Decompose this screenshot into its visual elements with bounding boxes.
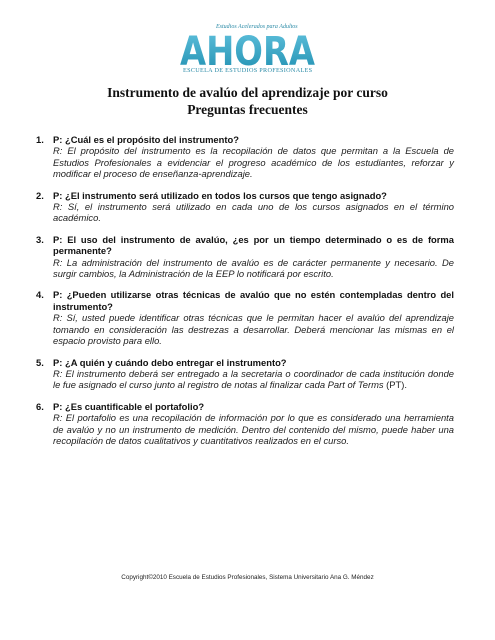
svg-text:AHORA: AHORA (180, 29, 315, 68)
faq-list (36, 134, 454, 456)
logo-tagline: Estudios Acelerados para Adultos (216, 24, 298, 30)
faq-answer: R: El propósito del instrumento es la recopilación de datos que permitan a la Escuela de Estudios Profesionales a evidenciar el progreso académico de los estudiantes, reforzar y modificar el proceso de enseñanza-aprendizaje. (53, 145, 454, 180)
faq-number: 1. (36, 134, 44, 145)
faq-answer-text: R: El instrumento deberá ser entregado a la secretaria o coordinador de cada institución donde le fue asignado el curso junto al registro de notas al finalizar cada Part of Terms (53, 367, 454, 391)
document-title: Instrumento de avalúo del aprendizaje por curso (107, 85, 388, 100)
logo-school-name: ESCUELA DE ESTUDIOS PROFESIONALES (183, 67, 313, 74)
faq-answer: R: El portafolio es una recopilación de información por lo que es considerado una herramienta de avalúo y no un instrumento de medición. Dentro del contenido del mismo, puede haber una recopilación de datos cualitativos y cuantitativos realizados en el curso. (53, 412, 454, 446)
faq-question: P: ¿Pueden utilizarse otras técnicas de avalúo que no estén contempladas dentro del instrumento? (53, 289, 454, 312)
faq-number: 3. (36, 233, 44, 245)
faq-item (36, 401, 454, 447)
faq-number: 5. (36, 356, 44, 368)
faq-item (36, 289, 454, 346)
copyright-footer: Copyright©2010 Escuela de Estudios Profesionales, Sistema Universitario Ana G. Méndez (121, 574, 374, 581)
faq-answer: R: Sí, usted puede identificar otras técnicas que le permitan hacer el avalúo del aprendizaje tomando en consideración las destrezas a desarrollar. Deberá mencionar las mismas en el espacio provisto para ello. (53, 312, 454, 347)
faq-question: P: ¿El instrumento será utilizado en todos los cursos que tengo asignado? (53, 189, 387, 201)
faq-question: P: ¿A quién y cuándo debo entregar el instrumento? (53, 356, 287, 368)
faq-number: 6. (36, 400, 44, 412)
faq-question: P: ¿Cuál es el propósito del instrumento? (53, 134, 239, 145)
ahora-logo (180, 20, 315, 76)
faq-answer: R: Sí, el instrumento será utilizado en cada uno de los cursos asignados en el término académico. (53, 201, 454, 224)
faq-item (36, 357, 454, 391)
faq-answer-tail: (PT). (383, 379, 408, 391)
faq-item (36, 190, 454, 224)
document-subtitle: Preguntas frecuentes (187, 102, 308, 117)
faq-item (36, 134, 454, 180)
faq-question: P: ¿Es cuantificable el portafolio? (53, 400, 205, 412)
ahora-wordmark-icon (180, 28, 315, 68)
faq-answer: R: La administración del instrumento de avalúo es de carácter permanente y necesario. De surgir cambios, la Administración de la EEP lo notificará por escrito. (53, 256, 454, 280)
faq-question: P: El uso del instrumento de avalúo, ¿es por un tiempo determinado o es de forma permanente? (53, 233, 454, 257)
faq-answer (53, 368, 454, 391)
faq-item (36, 234, 454, 280)
faq-number: 2. (36, 189, 44, 201)
faq-number: 4. (36, 289, 44, 301)
